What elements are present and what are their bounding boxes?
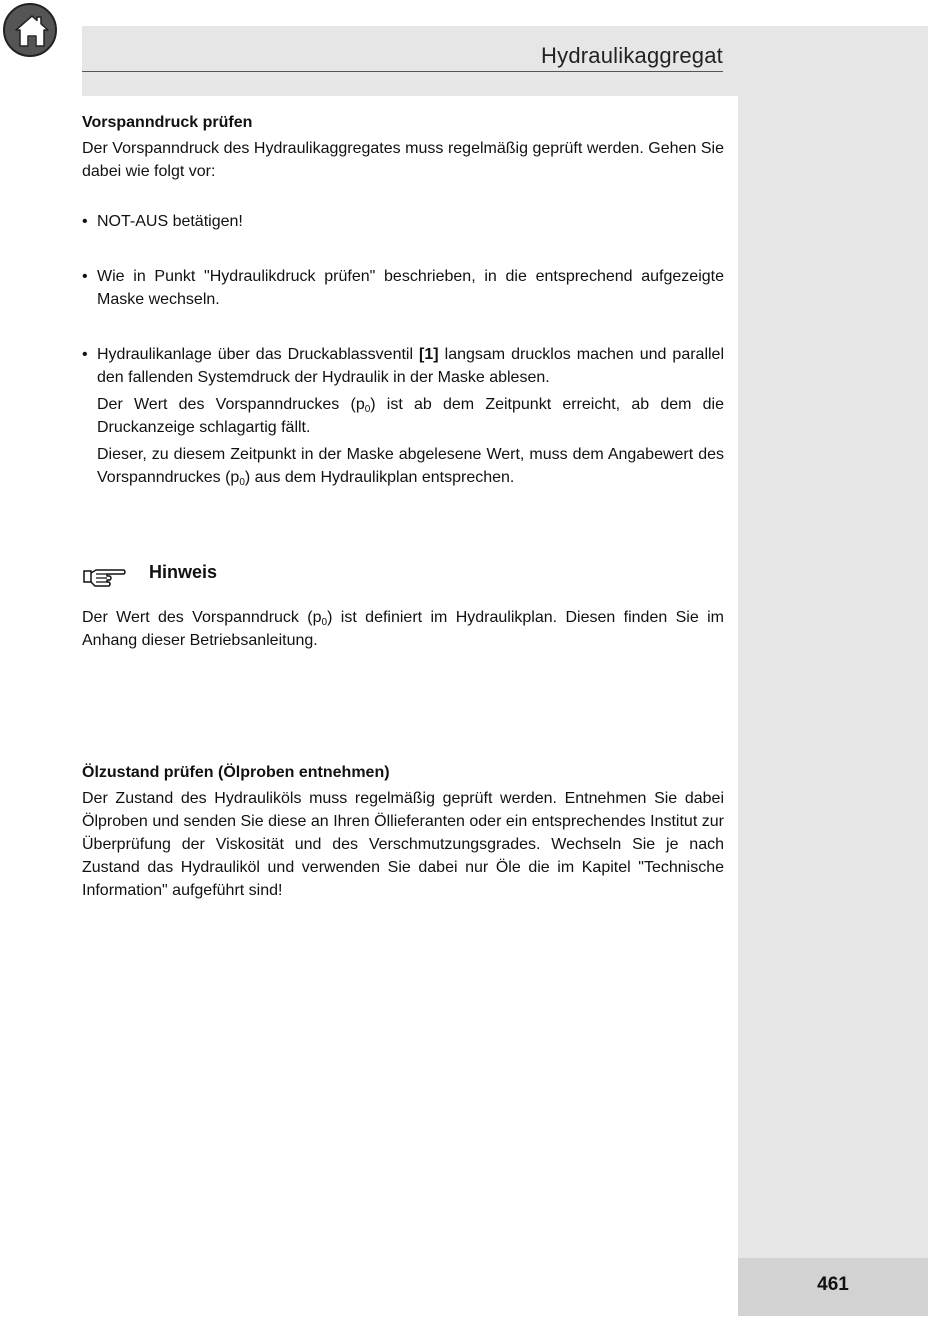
text-segment: Hydraulikanlage über das Druckablassventil: [97, 346, 420, 363]
reference-marker: [1]: [419, 346, 439, 363]
section-text: Der Zustand des Hydrauliköls muss regelmäßig geprüft werden. Entnehmen Sie dabei Ölproben und senden Sie diese an Ihren Öllieferanten oder ein entsprechendes Institut zur Überprüfung der Viskosität und des Verschmutzungsgrades. Wechseln Sie je nach Zustand das Hydrauliköl und verwenden Sie dabei nur Öle die im Kapitel "Technische Information" aufgeführt sind!: [82, 790, 724, 899]
page-number: 461: [817, 1274, 849, 1295]
text-segment: ) aus dem Hydraulikplan entsprechen.: [244, 469, 515, 486]
header-band: [82, 26, 928, 96]
bullet-dot: •: [82, 268, 88, 285]
list-item-text: [97, 343, 724, 389]
right-margin-band: [738, 96, 928, 1316]
header-divider: [82, 71, 723, 72]
hint-body: [82, 606, 724, 652]
text-segment: ) ist ab dem Zeitpunkt erreicht, ab dem die Druckanzeige schlagartig fällt.: [97, 396, 724, 436]
pointing-hand-icon: [82, 565, 126, 589]
paragraph-preload-value: [82, 393, 724, 439]
section-heading: Vorspanndruck prüfen: [82, 114, 253, 131]
bullet-dot: •: [82, 213, 88, 230]
text-segment: ) ist definiert im Hydraulikplan. Diesen finden Sie im Anhang dieser Betriebsanleitung.: [82, 609, 725, 649]
section-oelzustand: [82, 761, 724, 902]
list-item: [82, 343, 724, 389]
hint-text: [82, 606, 724, 652]
bullet-dot: •: [82, 346, 88, 363]
section-heading: Ölzustand prüfen (Ölproben entnehmen): [82, 764, 390, 781]
text-segment: Der Wert des Vorspanndruckes (p: [97, 396, 365, 413]
text-segment: Der Wert des Vorspanndruck (p: [82, 609, 322, 626]
list-item: [82, 265, 724, 311]
subscript: 0: [239, 477, 245, 488]
page-title: Hydraulikaggregat: [541, 43, 723, 68]
home-icon: [13, 12, 51, 50]
section-intro: Der Vorspanndruck des Hydraulikaggregates muss regelmäßig geprüft werden. Gehen Sie dabei wie folgt vor:: [82, 140, 724, 180]
list-item-text: NOT-AUS betätigen!: [97, 213, 243, 230]
section-vorspanndruck: [82, 111, 724, 489]
paragraph-compare-value: [82, 443, 724, 489]
text-segment: langsam drucklos machen und parallel den fallenden Systemdruck der Hydraulik in der Maske ablesen.: [97, 346, 725, 386]
home-button[interactable]: [3, 3, 57, 57]
list-item: [82, 210, 724, 233]
text-segment: Dieser, zu diesem Zeitpunkt in der Maske abgelesene Wert, muss dem Angabewert des Vorspanndruckes (p: [97, 446, 724, 486]
hint-title: Hinweis: [149, 562, 218, 582]
subscript: 0: [321, 617, 328, 628]
list-item-text: Wie in Punkt "Hydraulikdruck prüfen" beschrieben, in die entsprechend aufgezeigte Maske wechseln.: [97, 268, 724, 308]
subscript: 0: [364, 404, 371, 415]
